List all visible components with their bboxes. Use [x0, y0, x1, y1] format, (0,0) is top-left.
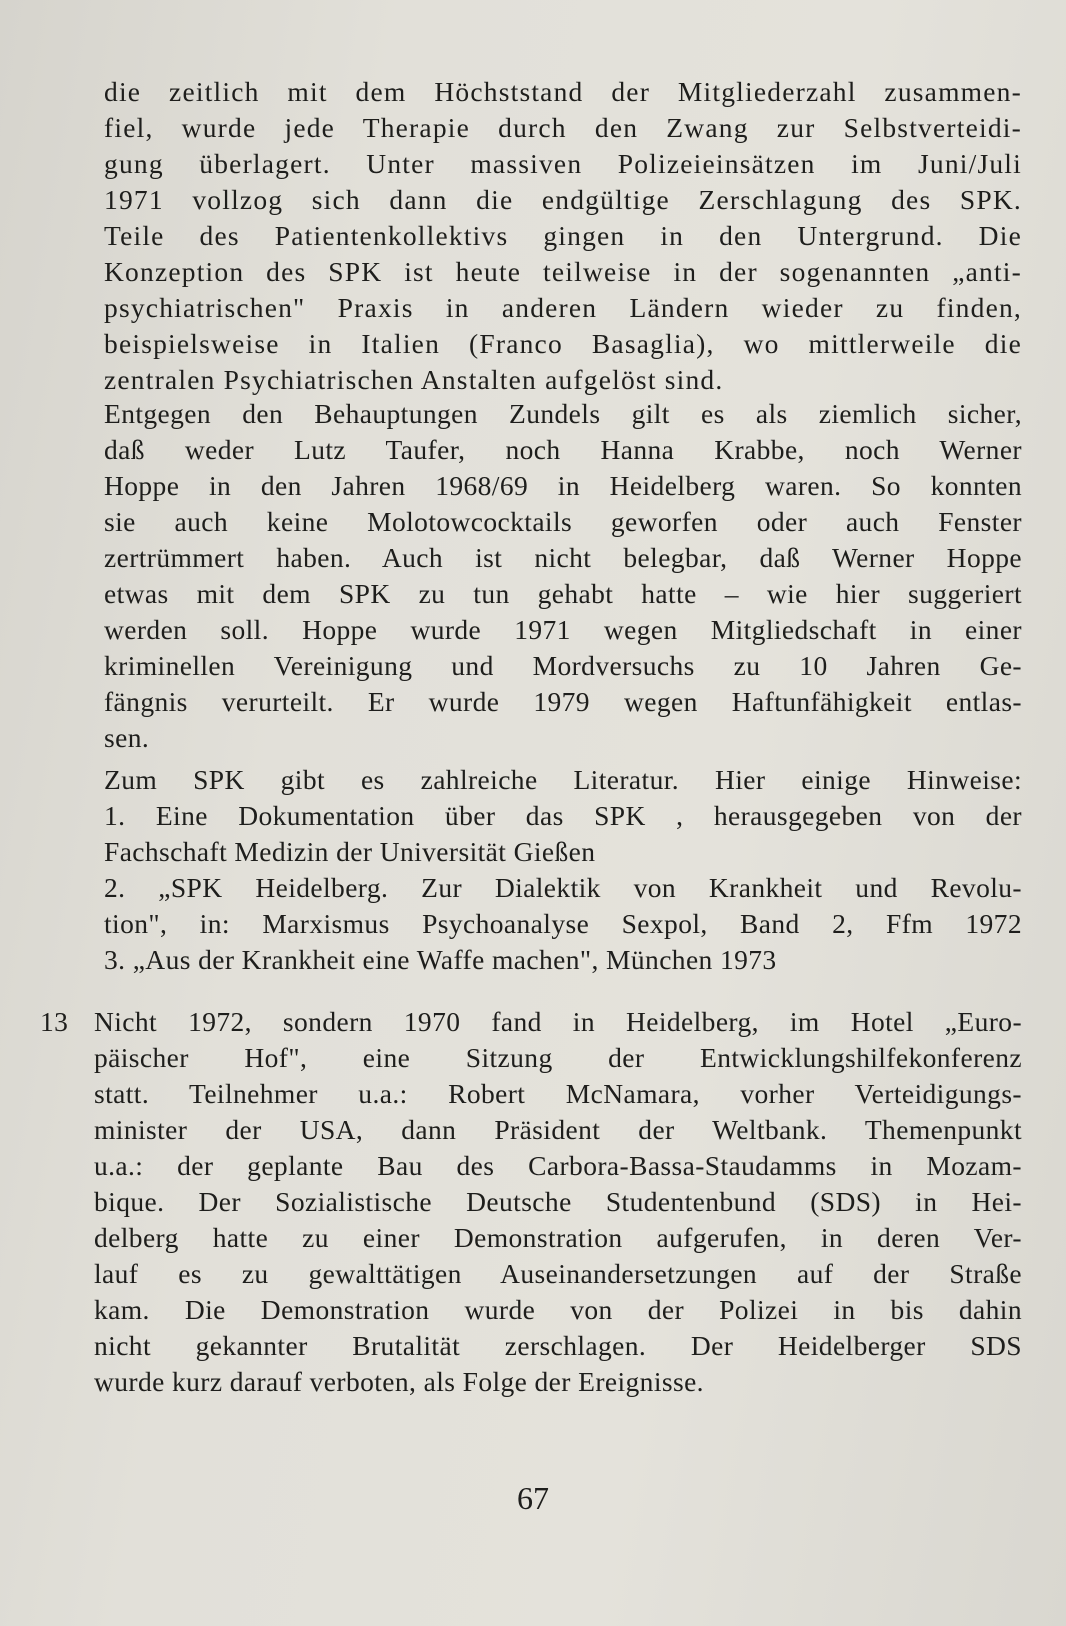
- text-line: werden soll. Hoppe wurde 1971 wegen Mitgliedschaft in einer: [104, 614, 1022, 645]
- text-line: Entgegen den Behauptungen Zundels gilt es als ziemlich sicher,: [104, 398, 1022, 429]
- text-line: 1. Eine Dokumentation über das SPK , herausgegeben von der: [104, 800, 1022, 831]
- text-line: sie auch keine Molotowcocktails geworfen oder auch Fenster: [104, 506, 1022, 537]
- paragraph-spk-history: [104, 74, 1022, 398]
- text-line: u.a.: der geplante Bau des Carbora-Bassa-Staudamms in Mozam-: [94, 1150, 1022, 1181]
- text-line: gung überlagert. Unter massiven Polizeieinsätzen im Juni/Juli: [104, 148, 1022, 179]
- text-line: 2. „SPK Heidelberg. Zur Dialektik von Krankheit und Revolu-: [104, 872, 1022, 903]
- text-line: Fachschaft Medizin der Universität Gießen: [104, 836, 596, 867]
- footnote-13-text: [94, 1004, 1022, 1400]
- text-line: kam. Die Demonstration wurde von der Polizei in bis dahin: [94, 1294, 1022, 1325]
- text-line: bique. Der Sozialistische Deutsche Studentenbund (SDS) in Hei-: [94, 1186, 1022, 1217]
- paragraph-zundel-claims: [104, 396, 1022, 756]
- text-line: wurde kurz darauf verboten, als Folge der Ereignisse.: [94, 1366, 704, 1397]
- text-line: daß weder Lutz Taufer, noch Hanna Krabbe, noch Werner: [104, 434, 1022, 465]
- text-line: statt. Teilnehmer u.a.: Robert McNamara, vorher Verteidigungs-: [94, 1078, 1022, 1109]
- text-line: kriminellen Vereinigung und Mordversuchs zu 10 Jahren Ge-: [104, 650, 1022, 681]
- text-line: nicht gekannter Brutalität zerschlagen. Der Heidelberger SDS: [94, 1330, 1022, 1361]
- text-line: minister der USA, dann Präsident der Weltbank. Themenpunkt: [94, 1114, 1022, 1145]
- text-line: Konzeption des SPK ist heute teilweise in der sogenannten „anti-: [104, 256, 1022, 287]
- text-line: die zeitlich mit dem Höchststand der Mitgliederzahl zusammen-: [104, 76, 1022, 107]
- text-line: fiel, wurde jede Therapie durch den Zwang zur Selbstverteidi-: [104, 112, 1022, 143]
- text-line: Nicht 1972, sondern 1970 fand in Heidelberg, im Hotel „Euro-: [94, 1006, 1022, 1037]
- text-line: zertrümmert haben. Auch ist nicht belegbar, daß Werner Hoppe: [104, 542, 1022, 573]
- text-line: Teile des Patientenkollektivs gingen in den Untergrund. Die: [104, 220, 1022, 251]
- paragraph-literature-references: [104, 762, 1022, 978]
- text-line: etwas mit dem SPK zu tun gehabt hatte – wie hier suggeriert: [104, 578, 1022, 609]
- text-line: beispielsweise in Italien (Franco Basaglia), wo mittlerweile die: [104, 328, 1022, 359]
- text-line: päischer Hof", eine Sitzung der Entwicklungshilfekonferenz: [94, 1042, 1022, 1073]
- text-line: 3. „Aus der Krankheit eine Waffe machen", München 1973: [104, 944, 777, 975]
- text-line: Zum SPK gibt es zahlreiche Literatur. Hier einige Hinweise:: [104, 764, 1022, 795]
- text-line: lauf es zu gewalttätigen Auseinandersetzungen auf der Straße: [94, 1258, 1022, 1289]
- text-line: fängnis verurteilt. Er wurde 1979 wegen Haftunfähigkeit entlas-: [104, 686, 1022, 717]
- text-line: delberg hatte zu einer Demonstration aufgerufen, in deren Ver-: [94, 1222, 1022, 1253]
- footnote-number: 13: [40, 1006, 69, 1037]
- text-line: 1971 vollzog sich dann die endgültige Zerschlagung des SPK.: [104, 184, 1022, 215]
- text-line: zentralen Psychiatrischen Anstalten aufgelöst sind.: [104, 364, 724, 395]
- text-line: Hoppe in den Jahren 1968/69 in Heidelberg waren. So konnten: [104, 470, 1022, 501]
- text-line: psychiatrischen" Praxis in anderen Ländern wieder zu finden,: [104, 292, 1022, 323]
- text-line: sen.: [104, 722, 150, 753]
- text-line: tion", in: Marxismus Psychoanalyse Sexpol, Band 2, Ffm 1972: [104, 908, 1022, 939]
- page-number: 67: [517, 1480, 549, 1516]
